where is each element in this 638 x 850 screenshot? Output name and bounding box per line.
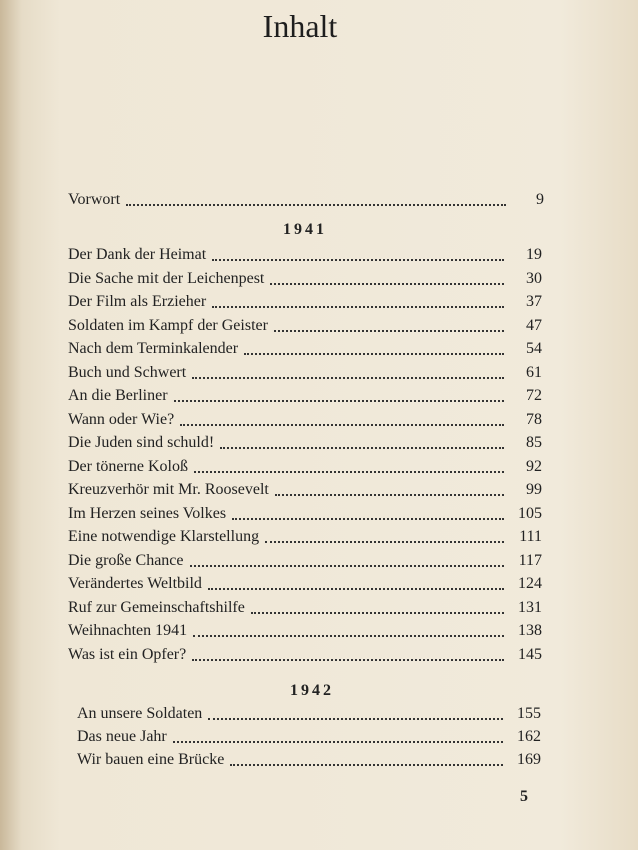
toc-entry-page: 105 — [518, 504, 542, 522]
toc-entry-label: Die Juden sind schuld! — [68, 434, 215, 451]
toc-entry-label: Was ist ein Opfer? — [68, 645, 187, 663]
dot-leader — [174, 400, 504, 402]
dot-leader — [265, 541, 504, 543]
dot-leader — [220, 447, 504, 449]
page-title: Inhalt — [262, 8, 338, 44]
toc-entry-page: 169 — [517, 751, 541, 768]
toc-entry — [68, 269, 542, 289]
toc-entry — [68, 433, 542, 453]
toc-entry — [68, 363, 542, 383]
dot-leader — [190, 565, 504, 567]
toc-entry-page: 19 — [526, 246, 542, 263]
toc-entry-label: Das neue Jahr — [77, 728, 167, 745]
dot-leader — [126, 204, 506, 206]
toc-entry-label: Die Sache mit der Leichenpest — [68, 269, 265, 287]
dot-leader — [173, 741, 503, 743]
toc-entry-page: 99 — [526, 481, 542, 498]
toc-entry-page: 131 — [518, 598, 542, 616]
dot-leader — [232, 518, 504, 520]
page-number: 5 — [520, 788, 528, 805]
dot-leader — [274, 330, 504, 332]
toc-entry-label: Vorwort — [68, 191, 121, 208]
toc-entry-label: Der Film als Erzieher — [68, 293, 207, 310]
dot-leader — [212, 259, 504, 261]
toc-entry-label: Der Dank der Heimat — [68, 246, 207, 263]
dot-leader — [275, 494, 504, 496]
toc-entry — [68, 410, 542, 430]
section-year-1942: 1942 — [290, 682, 334, 699]
toc-entry-page: 37 — [526, 293, 542, 310]
toc-entry — [68, 339, 542, 359]
dot-leader — [230, 764, 503, 766]
dot-leader — [251, 612, 504, 614]
toc-entry-label: Wir bauen eine Brücke — [77, 751, 225, 768]
toc-entry-page: 85 — [526, 434, 542, 451]
toc-entry — [68, 645, 542, 665]
toc-entry — [68, 245, 542, 265]
toc-entry-page: 155 — [517, 705, 541, 722]
toc-entry — [77, 727, 541, 747]
toc-entry-label: An die Berliner — [68, 387, 168, 404]
toc-entry — [68, 386, 542, 406]
toc-entry-label: Soldaten im Kampf der Geister — [68, 316, 268, 334]
toc-entry — [68, 316, 542, 336]
dot-leader — [212, 306, 504, 308]
toc-entry — [77, 704, 541, 724]
toc-entry — [68, 598, 542, 618]
toc-entry-page: 138 — [518, 622, 542, 639]
toc-entry-page: 145 — [518, 645, 542, 663]
dot-leader — [244, 353, 504, 355]
toc-entry-page: 54 — [526, 340, 542, 357]
dot-leader — [208, 718, 503, 720]
toc-entry — [68, 504, 542, 524]
toc-entry-label: Der tönerne Koloß — [68, 457, 188, 475]
toc-entry-page: 78 — [526, 410, 542, 428]
toc-entry-label: Die große Chance — [68, 551, 184, 569]
toc-entry-label: Verändertes Weltbild — [68, 575, 202, 592]
dot-leader — [192, 659, 504, 661]
toc-entry — [68, 457, 542, 477]
toc-entry-vorwort — [68, 190, 544, 210]
toc-entry-label: Nach dem Terminkalender — [68, 340, 239, 357]
toc-entry-label: Im Herzen seines Volkes — [68, 504, 227, 522]
toc-entry-label: Kreuzverhör mit Mr. Roosevelt — [68, 481, 269, 498]
toc-entry-label: Wann oder Wie? — [68, 410, 175, 428]
toc-entry-page: 92 — [526, 457, 542, 475]
section-year-1941: 1941 — [283, 221, 327, 238]
dot-leader — [208, 588, 504, 590]
toc-entry — [68, 551, 542, 571]
toc-entry-label: An unsere Soldaten — [77, 705, 203, 722]
toc-entry-page: 9 — [536, 191, 544, 208]
toc-entry — [68, 574, 542, 594]
dot-leader — [194, 471, 504, 473]
dot-leader — [193, 635, 504, 637]
toc-entry-page: 30 — [526, 269, 542, 287]
toc-entry — [77, 750, 541, 770]
toc-entry-page: 117 — [518, 551, 542, 569]
toc-entry-page: 72 — [526, 387, 542, 404]
toc-entry — [68, 527, 542, 547]
toc-entry-label: Eine notwendige Klarstellung — [68, 528, 260, 545]
toc-entry-page: 61 — [526, 363, 542, 381]
toc-entry — [68, 480, 542, 500]
toc-entry-label: Ruf zur Gemeinschaftshilfe — [68, 598, 245, 616]
dot-leader — [192, 377, 504, 379]
toc-entry-label: Buch und Schwert — [68, 363, 187, 381]
toc-entry-page: 111 — [519, 528, 542, 545]
dot-leader — [180, 424, 504, 426]
toc-entry-page: 162 — [517, 728, 541, 745]
toc-entry — [68, 292, 542, 312]
toc-entry-page: 47 — [526, 316, 542, 334]
toc-entry-page: 124 — [518, 575, 542, 592]
toc-entry — [68, 621, 542, 641]
dot-leader — [270, 283, 504, 285]
toc-entry-label: Weihnachten 1941 — [68, 622, 188, 639]
